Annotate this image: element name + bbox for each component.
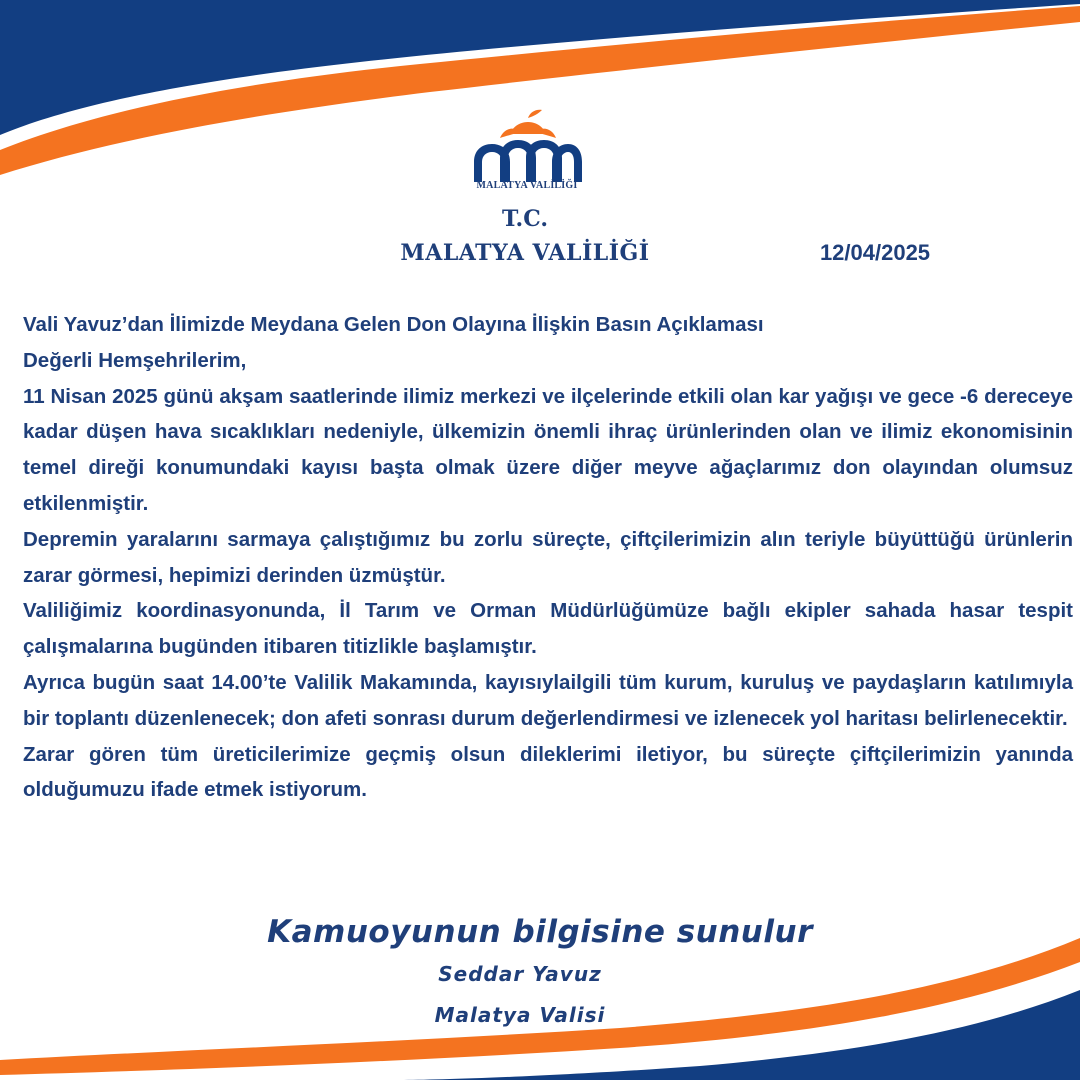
signer-name: Seddar Yavuz xyxy=(438,962,602,986)
closing-line: Kamuoyunun bilgisine sunulur xyxy=(267,914,813,950)
statement-paragraph: Valiliğimiz koordinasyonunda, İl Tarım ve Orman Müdürlüğümüze bağlı ekipler sahada hasar tespit çalışmalarına bugünden itibaren titizlikle başlamıştır. xyxy=(23,599,1073,659)
statement-body xyxy=(23,307,1073,808)
statement-greeting: Değerli Hemşehrilerim, xyxy=(23,348,247,372)
statement-paragraph: Depremin yaralarını sarmaya çalıştığımız bu zorlu süreçte, çiftçilerimizin alın teriyle büyüttüğü ürünlerin zarar görmesi, hepimizi derinden üzmüştür. xyxy=(23,527,1073,587)
statement-paragraph: 11 Nisan 2025 günü akşam saatlerinde ilimiz merkezi ve ilçelerinde etkili olan kar yağışı ve gece -6 dereceye kadar düşen hava sıcaklıkları nedeniyle, ülkemizin önemli ihraç ürünlerinden olan ve ilimiz ekonomisinin temel direği konumundaki kayısı başta olmak üzere diğer meyve ağaçlarımız don olayından olumsuz etkilenmiştir. xyxy=(23,384,1073,515)
header-institution: MALATYA VALİLİĞİ xyxy=(400,240,650,266)
signer-title: Malatya Valisi xyxy=(434,1003,606,1027)
logo-caption: MALATYA VALİLİĞİ xyxy=(476,180,578,191)
header-tc: T.C. xyxy=(502,206,548,232)
statement-date: 12/04/2025 xyxy=(819,240,931,265)
statement-title: Vali Yavuz’dan İlimizde Meydana Gelen Don Olayına İlişkin Basın Açıklaması xyxy=(23,313,764,336)
statement-paragraph: Ayrıca bugün saat 14.00’te Valilik Makamında, kayısıylailgili tüm kurum, kuruluş ve paydaşların katılımıyla bir toplantı düzenlenecek; don afeti sonrası durum değerlendirmesi ve izlenecek yol haritası belirlenecektir. xyxy=(23,670,1073,730)
statement-paragraph: Zarar gören tüm üreticilerimize geçmiş olsun dileklerimi iletiyor, bu süreçte çiftçilerimizin yanında olduğumuzu ifade etmek istiyorum. xyxy=(23,742,1073,802)
